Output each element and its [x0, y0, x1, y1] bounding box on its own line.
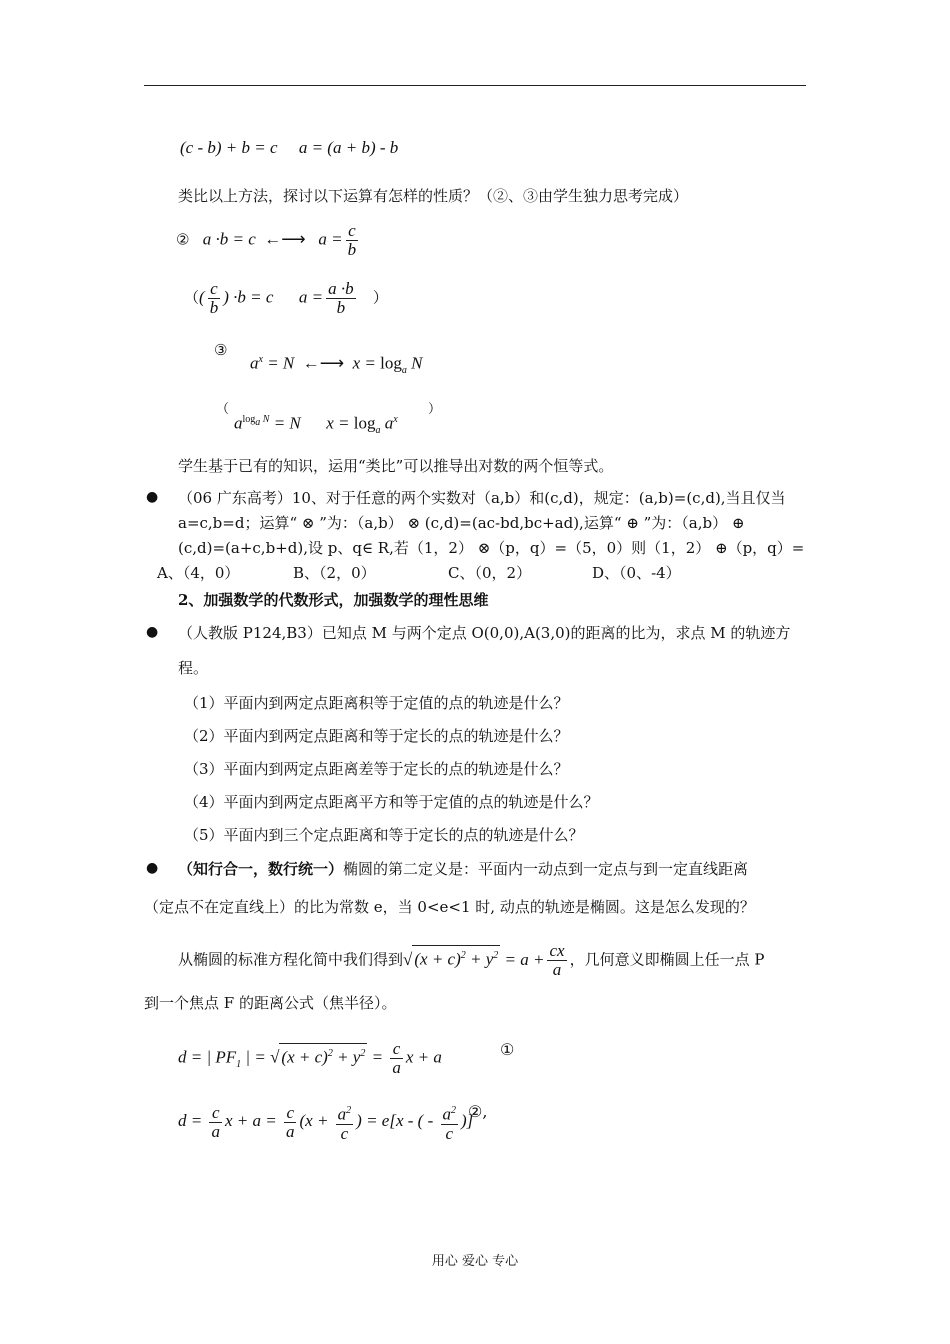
q-rj-line2: 程。: [178, 659, 209, 677]
option-b: B、（2，0）: [293, 564, 376, 582]
unity-line1: [178, 859, 748, 879]
sub-question-4: （4）平面内到两定点距离平方和等于定值的点的轨迹是什么？: [184, 793, 599, 811]
option-a: A、（4，0）: [157, 564, 240, 582]
marker-2: ②: [176, 230, 190, 249]
unity-rest: 椭圆的第二定义是：平面内一动点到一定点与到一定直线距离: [343, 860, 749, 878]
formula-log-identities: $a^{log_a N} = N$ $x = \log_a a^x$: [234, 413, 398, 437]
unity-bold: （知行合一，数行统一）: [178, 860, 344, 878]
equation-1-label: ①: [500, 1040, 515, 1059]
bullet-icon: ●: [146, 860, 159, 876]
sub-question-1: （1）平面内到两定点距离积等于定值的点的轨迹是什么？: [184, 694, 569, 712]
equation-1: d = | $PF_1$ | = √ $(x + c)^2 + y^2$ = $\frac{c}{a}$ x + a: [178, 1039, 442, 1077]
sub-question-5: （5）平面内到三个定点距离和等于定长的点的轨迹是什么？: [184, 826, 584, 844]
q-rj-line1: （人教版 P124,B3）已知点 M 与两个定点 O(0,0),A(3,0)的距离的比为，求点 M 的轨迹方: [178, 624, 791, 642]
equation-2: d = $\frac{c}{a}$ x + a = $\frac{c}{a}$ (x + $\frac{a^2}{c}$ ) = e[x - ( - $\frac{a^2}{c}$ )]: [178, 1102, 474, 1143]
section-heading: 2、加强数学的代数形式，加强数学的理性思维: [178, 591, 489, 609]
equation-2-label: ②,: [468, 1102, 488, 1121]
formula-multiply: ② a ·b = c ←⟶ a = $\frac{c}{b}$: [176, 221, 357, 259]
q06-line1: （06 广东高考）10、对于任意的两个实数对（a,b）和(c,d)，规定：(a,b)=(c,d),当且仅当: [178, 489, 786, 507]
q06-line2: a=c,b=d；运算“ ⊗ ”为：（a,b） ⊗ (c,d)=(ac-bd,bc+ad),运算“ ⊕ ”为：（a,b） ⊕: [178, 514, 745, 532]
ellipse-line2: 到一个焦点 F 的距离公式（焦半径）。: [144, 994, 397, 1012]
intro-line: 类比以上方法，探讨以下运算有怎样的性质？（②、③由学生独力思考完成）: [178, 187, 689, 205]
formula-multiply-identity: （( $\frac{c}{b}$ ) ·b = c a = $\frac{a \cdot b}{b}$ ）: [184, 279, 388, 317]
formula-sub-add: (c - b) + b = c a = (a + b) - b: [180, 138, 399, 157]
paren-open-log: （: [216, 402, 230, 417]
formula-log-def: $a^x = N$ ←⟶ $x = \log_a N$: [250, 353, 423, 377]
paren-close-log: ）: [428, 402, 442, 417]
q06-line3: (c,d)=(a+c,b+d),设 p、q∈ R,若（1，2） ⊗（p，q）=（5，0）则（1，2） ⊕（p，q）=: [178, 539, 805, 557]
focal-formula: √ $(x + c)^2 + y^2 = a$ +: [403, 950, 544, 969]
option-d: D、（0、-4）: [592, 564, 681, 582]
unity-line2: （定点不在定直线上）的比为常数 e，当 0<e<1 时, 动点的轨迹是椭圆。这是怎么发现的？: [144, 898, 755, 916]
header-rule: [144, 85, 806, 86]
fraction-c-over-b: $\frac{c}{b}$: [347, 221, 357, 259]
sub-question-2: （2）平面内到两定点距离和等于定长的点的轨迹是什么？: [184, 727, 569, 745]
ellipse-line1: 从椭圆的标准方程化简中我们得到√ $(x + c)^2 + y^2 = a$ + $\frac{cx}{a}$ ，几何意义即椭圆上任一点 P: [178, 941, 765, 979]
marker-3: ③: [214, 341, 228, 359]
option-c: C、（0，2）: [448, 564, 532, 582]
page-footer: 用心 爱心 专心: [431, 1254, 519, 1269]
bullet-icon: ●: [146, 489, 159, 505]
sub-question-3: （3）平面内到两定点距离差等于定长的点的轨迹是什么？: [184, 760, 569, 778]
bullet-icon: ●: [146, 624, 159, 640]
students-line: 学生基于已有的知识，运用“类比”可以推导出对数的两个恒等式。: [178, 457, 614, 475]
